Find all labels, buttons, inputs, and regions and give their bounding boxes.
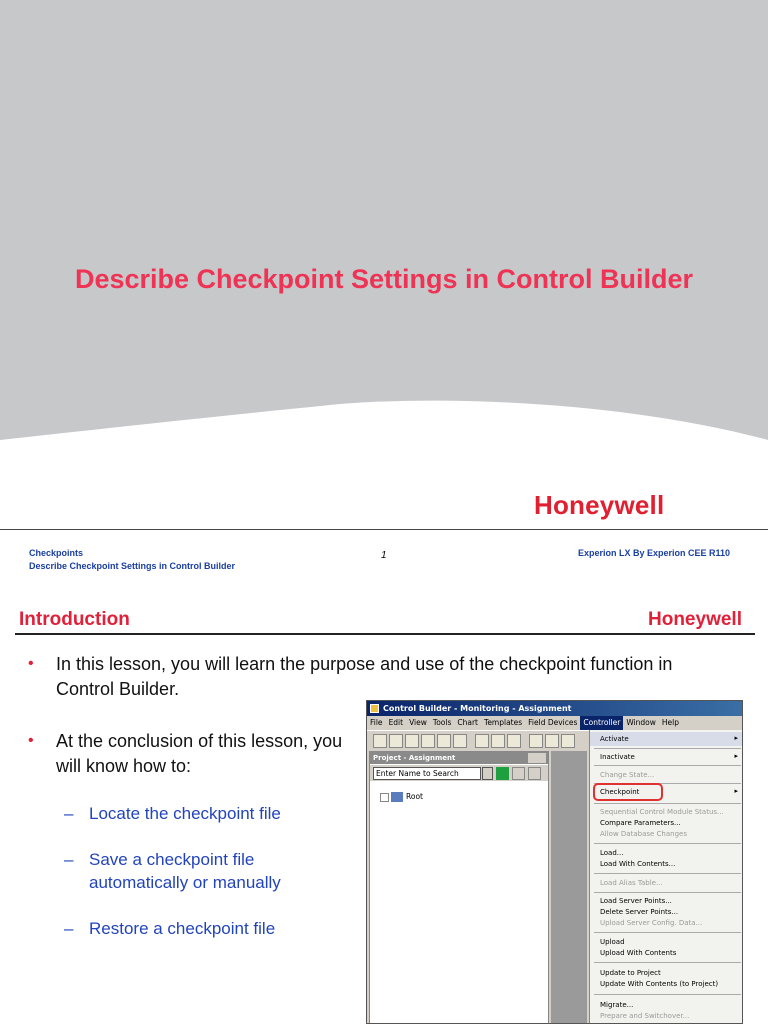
menu-help[interactable]: Help bbox=[661, 718, 680, 727]
menu-change-state[interactable]: Change State... bbox=[600, 771, 655, 779]
menu-allow-db-changes[interactable]: Allow Database Changes bbox=[600, 830, 687, 838]
menu-file[interactable]: File bbox=[370, 718, 383, 727]
menu-prepare-switchover[interactable]: Prepare and Switchover... bbox=[600, 1012, 690, 1020]
menu-migrate[interactable]: Migrate... bbox=[600, 1001, 634, 1009]
controller-menu bbox=[589, 730, 743, 1024]
slide-divider bbox=[0, 529, 768, 530]
menu-separator bbox=[594, 892, 741, 893]
search-options-icon[interactable] bbox=[512, 767, 525, 780]
paste-icon[interactable] bbox=[507, 734, 521, 748]
objective-save bbox=[64, 848, 329, 894]
copy-icon[interactable] bbox=[491, 734, 505, 748]
menu-compare-parameters[interactable]: Compare Parameters... bbox=[600, 819, 681, 827]
submenu-arrow-icon: ▸ bbox=[734, 734, 738, 742]
objective-locate bbox=[64, 802, 349, 825]
bullet-text: At the conclusion of this lesson, you will know how to: bbox=[56, 731, 343, 776]
dash-icon: – bbox=[64, 919, 74, 938]
menu-separator bbox=[594, 843, 741, 844]
new-icon[interactable] bbox=[373, 734, 387, 748]
menu-separator bbox=[594, 962, 741, 963]
footer-lesson: Describe Checkpoint Settings in Control Builder bbox=[29, 561, 236, 571]
menu-inactivate[interactable]: Inactivate bbox=[600, 753, 635, 761]
menu-window[interactable]: Window bbox=[626, 718, 656, 727]
menu-separator bbox=[594, 748, 741, 749]
objective-text: Restore a checkpoint file bbox=[89, 919, 276, 938]
pane-title bbox=[370, 752, 548, 764]
workspace-area bbox=[551, 751, 587, 1024]
print-icon[interactable] bbox=[529, 734, 543, 748]
menu-load-alias-table[interactable]: Load Alias Table... bbox=[600, 879, 663, 887]
menu-update-to-project[interactable]: Update to Project bbox=[600, 969, 661, 977]
back-icon[interactable] bbox=[421, 734, 435, 748]
submenu-arrow-icon: ▸ bbox=[734, 787, 738, 795]
menu-load[interactable]: Load... bbox=[600, 849, 624, 857]
menu-activate[interactable]: Activate bbox=[600, 735, 629, 743]
bullet-dot-icon: • bbox=[28, 655, 34, 672]
tree-root-label: Root bbox=[406, 792, 423, 801]
menu-upload[interactable]: Upload bbox=[600, 938, 625, 946]
dash-icon: – bbox=[64, 804, 74, 823]
menu-view[interactable]: View bbox=[409, 718, 427, 727]
menu-field-devices[interactable]: Field Devices bbox=[528, 718, 578, 727]
objective-text: Save a checkpoint file automatically or manually bbox=[89, 850, 281, 892]
dash-icon: – bbox=[64, 850, 74, 869]
page-number: 1 bbox=[381, 550, 387, 561]
menu-separator bbox=[594, 803, 741, 804]
search-go-icon[interactable] bbox=[496, 767, 509, 780]
context-help-icon[interactable] bbox=[561, 734, 575, 748]
objective-text: Locate the checkpoint file bbox=[89, 804, 281, 823]
footer-left bbox=[29, 547, 235, 573]
menu-chart[interactable]: Chart bbox=[457, 718, 479, 727]
slide-title: Describe Checkpoint Settings in Control Builder bbox=[74, 264, 694, 294]
delete-icon[interactable] bbox=[475, 734, 489, 748]
menubar bbox=[367, 716, 742, 730]
pane-title-text: Project - Assignment bbox=[373, 754, 456, 762]
bullet-conclusion bbox=[28, 729, 356, 779]
bullet-text: In this lesson, you will learn the purpose and use of the checkpoint function in Control Builder. bbox=[56, 654, 673, 699]
honeywell-logo: Honeywell bbox=[534, 490, 665, 520]
search-input[interactable] bbox=[373, 767, 481, 780]
search-row bbox=[370, 765, 548, 781]
menu-templates[interactable]: Templates bbox=[484, 718, 523, 727]
window-title: Control Builder - Monitoring - Assignment bbox=[383, 704, 572, 713]
menu-controller[interactable]: Controller bbox=[580, 716, 623, 730]
footer-product: Experion LX By Experion CEE R110 bbox=[578, 548, 731, 558]
menu-checkpoint[interactable]: Checkpoint bbox=[600, 788, 640, 796]
save-icon[interactable] bbox=[453, 734, 467, 748]
window-titlebar bbox=[367, 701, 742, 716]
help-icon[interactable] bbox=[545, 734, 559, 748]
menu-tools[interactable]: Tools bbox=[432, 718, 452, 727]
bullet-dot-icon: • bbox=[28, 732, 34, 749]
control-builder-window bbox=[366, 700, 743, 1024]
menu-separator bbox=[594, 765, 741, 766]
section-title: Introduction bbox=[19, 609, 130, 630]
menu-load-server-points[interactable]: Load Server Points... bbox=[600, 897, 672, 905]
bullet-intro bbox=[28, 652, 716, 702]
search-dropdown-icon[interactable] bbox=[482, 767, 493, 780]
project-pane bbox=[369, 751, 549, 1024]
menu-upload-server-config[interactable]: Upload Server Config. Data... bbox=[600, 919, 703, 927]
submenu-arrow-icon: ▸ bbox=[734, 752, 738, 760]
root-icon bbox=[391, 792, 403, 802]
toolbar bbox=[367, 730, 589, 750]
menu-delete-server-points[interactable]: Delete Server Points... bbox=[600, 908, 679, 916]
menu-separator bbox=[594, 873, 741, 874]
menu-upload-with-contents[interactable]: Upload With Contents bbox=[600, 949, 677, 957]
search-clear-icon[interactable] bbox=[528, 767, 541, 780]
menu-load-with-contents[interactable]: Load With Contents... bbox=[600, 860, 676, 868]
menu-separator bbox=[594, 932, 741, 933]
title-band-shape bbox=[0, 0, 768, 445]
honeywell-logo-small: Honeywell bbox=[648, 609, 742, 630]
library-icon[interactable] bbox=[405, 734, 419, 748]
objective-restore bbox=[64, 917, 349, 940]
forward-icon[interactable] bbox=[437, 734, 451, 748]
menu-update-with-contents[interactable]: Update With Contents (to Project) bbox=[600, 980, 719, 988]
menu-seq-status[interactable]: Sequential Control Module Status... bbox=[600, 808, 724, 816]
title-band bbox=[0, 0, 768, 445]
app-icon bbox=[370, 704, 379, 713]
footer-module: Checkpoints bbox=[29, 548, 84, 558]
pane-close-icon[interactable] bbox=[528, 753, 546, 763]
tree-root[interactable] bbox=[380, 792, 423, 802]
menu-edit[interactable]: Edit bbox=[388, 718, 404, 727]
open-icon[interactable] bbox=[389, 734, 403, 748]
expand-icon[interactable] bbox=[380, 793, 389, 802]
title-rule bbox=[15, 633, 755, 635]
menu-separator bbox=[594, 994, 741, 995]
